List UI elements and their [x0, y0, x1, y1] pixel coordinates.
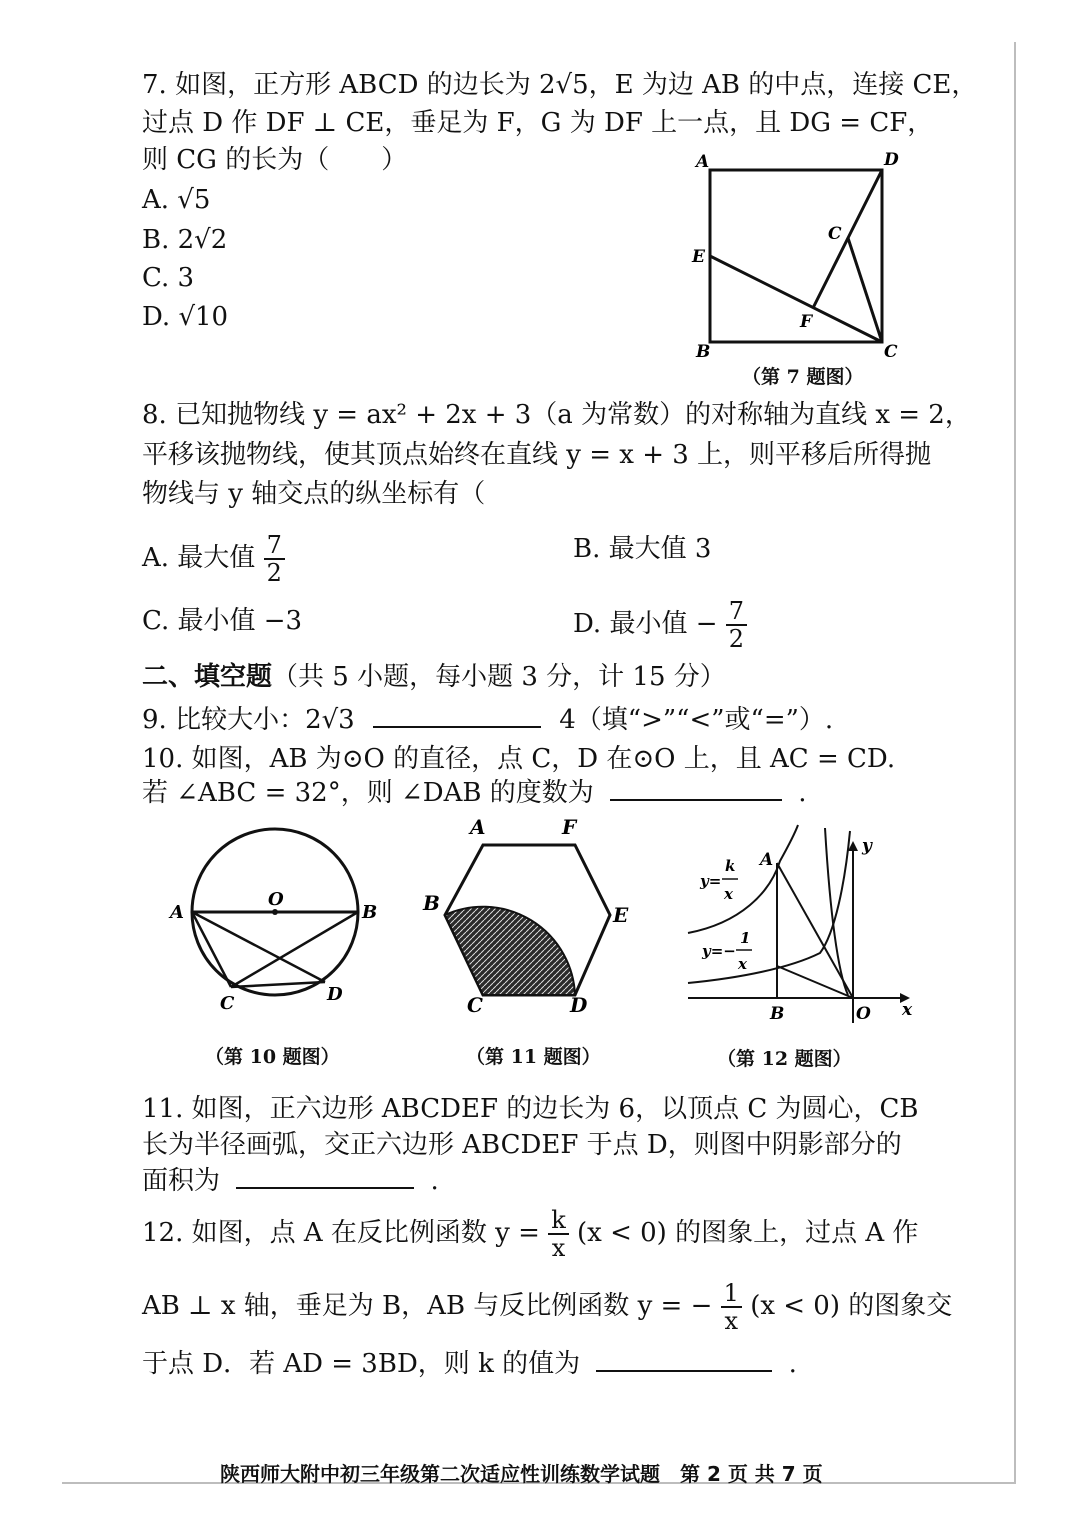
q10-label-d: D — [327, 984, 343, 1005]
q12-fraction-k-den: x — [551, 1234, 566, 1262]
q10-label-c: C — [220, 993, 235, 1014]
q11-shaded-region — [445, 907, 575, 995]
q9-answer-blank[interactable] — [373, 726, 541, 728]
q11-line3-row — [142, 1164, 439, 1198]
q7-label-e: E — [692, 247, 705, 267]
section2-title: 二、填空题 — [142, 662, 273, 692]
q12-curve-label-one: 1 — [740, 929, 751, 947]
q8-option-b[interactable]: B. 最大值 3 — [573, 534, 712, 564]
q12-line3: 于点 D．若 AD = 3BD，则 k 的值为 — [142, 1349, 581, 1379]
q7-option-a[interactable]: A. √5 — [142, 185, 211, 215]
q8-option-a[interactable] — [142, 532, 285, 586]
q11-answer-blank[interactable] — [236, 1187, 414, 1189]
q7-line2: 过点 D 作 DF ⊥ CE，垂足为 F，G 为 DF 上一点，且 DG = CF， — [142, 108, 934, 138]
q12-curve-label-k: k — [725, 857, 736, 875]
q10-line2: 若 ∠ABC = 32°，则 ∠DAB 的度数为 — [142, 778, 594, 808]
page-footer: 陕西师大附中初三年级第二次适应性训练数学试题 第 2 页 共 7 页 — [220, 1462, 823, 1486]
q12-line2 — [142, 1278, 952, 1334]
q10-line-cb — [231, 912, 358, 987]
q10-answer-blank[interactable] — [610, 799, 782, 801]
q8-option-a-fraction — [264, 532, 285, 586]
q12-line2-a: AB ⊥ x 轴，垂足为 B，AB 与反比例函数 y = − — [142, 1291, 713, 1321]
q12-label-x: x — [902, 1000, 913, 1020]
q8-option-d-text: D. 最小值 − — [573, 609, 718, 639]
q10-label-b: B — [362, 902, 378, 923]
q12-label-b: B — [770, 1004, 785, 1024]
q12-answer-blank[interactable] — [596, 1370, 772, 1372]
q12-line1-a: 12. 如图，点 A 在反比例函数 y = — [142, 1218, 540, 1248]
q12-curve-label-y1: y= — [700, 872, 722, 890]
q7-label-d: D — [884, 150, 899, 170]
q12-line3-row — [142, 1347, 797, 1381]
q7-line3: 则 CG 的长为（ ） — [142, 145, 408, 175]
q11-label-b: B — [423, 891, 440, 915]
q9-line — [142, 703, 833, 737]
q12-label-y: y — [862, 836, 872, 856]
q8-option-d-fraction — [726, 598, 747, 652]
q12-label-o: O — [856, 1004, 871, 1024]
q12-fraction-k — [548, 1207, 569, 1261]
q12-fraction-1-den: x — [724, 1307, 739, 1335]
q12-fraction-1-num: 1 — [721, 1280, 742, 1308]
q10-label-a: A — [170, 902, 184, 923]
q8-option-a-text: A. 最大值 — [142, 543, 256, 573]
q11-line3: 面积为 — [142, 1166, 221, 1196]
q8-line2: 平移该抛物线，使其顶点始终在直线 y = x + 3 上，则平移后所得抛 — [142, 440, 932, 470]
q11-end: . — [430, 1166, 439, 1196]
q10-line2-row — [142, 776, 807, 810]
q7-label-b: B — [696, 342, 711, 360]
q11-figure — [415, 812, 640, 1022]
q12-figure — [680, 823, 920, 1028]
q7-label-a: A — [696, 152, 710, 172]
q12-line1 — [142, 1205, 918, 1261]
q7-label-f: F — [800, 312, 813, 332]
q10-end: . — [798, 778, 807, 808]
q10-figure — [165, 825, 385, 1030]
q8-option-a-denominator: 2 — [266, 559, 282, 587]
q10-label-o: O — [268, 889, 284, 910]
q9-right: 4（填“>”“<”或“=”）. — [559, 705, 834, 735]
section2-heading — [142, 660, 726, 694]
q7-line-ce — [710, 256, 882, 342]
q12-label-a: A — [760, 850, 774, 870]
q8-line1: 8. 已知抛物线 y = ax² + 2x + 3（a 为常数）的对称轴为直线 x = 2， — [142, 400, 971, 430]
q11-label-d: D — [570, 993, 588, 1017]
q8-option-c[interactable]: C. 最小值 −3 — [142, 606, 303, 636]
q12-fraction-1 — [721, 1280, 742, 1334]
q8-line3: 物线与 y 轴交点的纵坐标有（ — [142, 479, 486, 509]
q12-line1-b: (x < 0) 的图象上，过点 A 作 — [577, 1218, 919, 1248]
section2-detail: （共 5 小题，每小题 3 分，计 15 分） — [272, 662, 726, 692]
q12-line2-b: (x < 0) 的图象交 — [750, 1291, 953, 1321]
q10-line1: 10. 如图，AB 为⊙O 的直径，点 C，D 在⊙O 上，且 AC = CD. — [142, 744, 896, 774]
q7-figure — [688, 145, 908, 360]
q8-option-d-numerator: 7 — [726, 598, 747, 626]
q10-caption: （第 10 题图） — [205, 1046, 340, 1068]
q11-line2: 长为半径画弧，交正六边形 ABCDEF 于点 D，则图中阴影部分的 — [142, 1130, 902, 1160]
q8-option-d[interactable] — [573, 598, 747, 652]
q9-left: 9. 比较大小：2√3 — [142, 705, 355, 735]
q12-caption: （第 12 题图） — [717, 1048, 852, 1070]
q7-label-g: C — [828, 224, 842, 244]
q11-label-f: F — [562, 815, 577, 839]
q11-label-e: E — [613, 903, 629, 927]
q7-caption: （第 7 题图） — [742, 366, 864, 388]
q12-curve-label-y2: y=− — [702, 942, 736, 960]
q7-option-c[interactable]: C. 3 — [142, 263, 195, 293]
q7-label-c: C — [884, 342, 898, 360]
q11-label-c: C — [467, 993, 483, 1017]
q11-line1: 11. 如图，正六边形 ABCDEF 的边长为 6，以顶点 C 为圆心，CB — [142, 1094, 919, 1124]
q12-fraction-k-num: k — [548, 1207, 569, 1235]
q7-option-b[interactable]: B. 2√2 — [142, 225, 228, 255]
q12-curve-label-x2: x — [738, 955, 747, 973]
q11-caption: （第 11 题图） — [466, 1046, 601, 1068]
q8-option-d-denominator: 2 — [728, 625, 745, 653]
q12-curve-label-x1: x — [724, 885, 733, 903]
q12-line-ao — [777, 863, 853, 998]
q8-option-a-numerator: 7 — [264, 532, 285, 560]
q7-line1: 7. 如图，正方形 ABCD 的边长为 2√5，E 为边 AB 的中点，连接 CE， — [142, 70, 978, 100]
q7-option-d[interactable]: D. √10 — [142, 302, 229, 332]
q7-square — [710, 170, 882, 342]
q11-label-a: A — [470, 815, 486, 839]
q12-end: . — [788, 1349, 797, 1379]
